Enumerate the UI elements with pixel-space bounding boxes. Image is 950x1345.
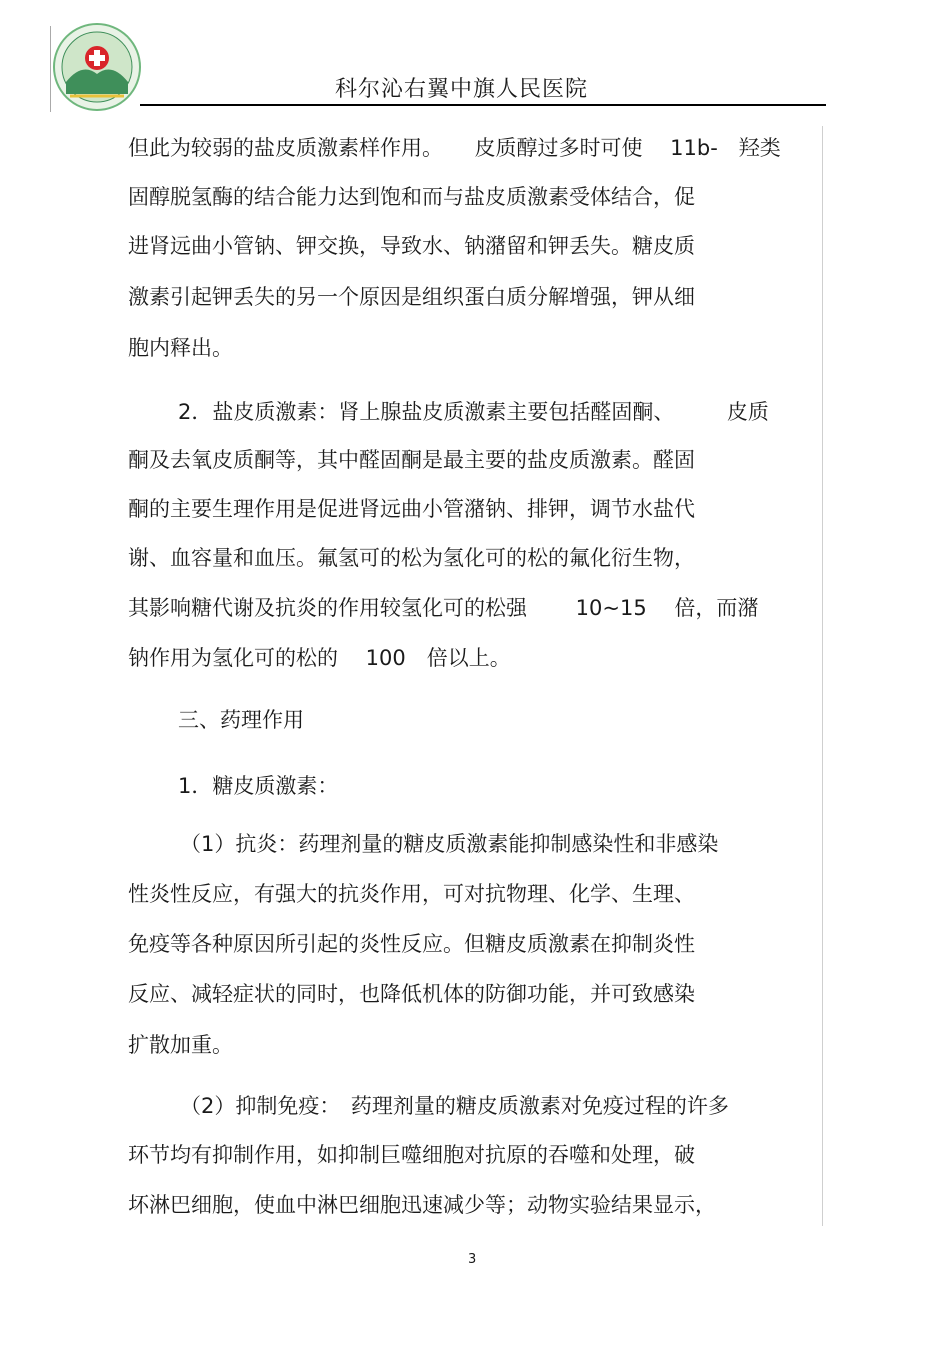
header-rule: [140, 104, 826, 106]
hospital-logo: [52, 22, 142, 112]
text-line: 谢、血容量和血压。氟氢可的松为氢化可的松的氟化衍生物，: [128, 546, 695, 570]
section-heading: 三、药理作用: [178, 708, 304, 732]
text-line: 激素引起钾丢失的另一个原因是组织蛋白质分解增强，钾从细: [128, 285, 695, 309]
text-line: （2）抑制免疫： 药理剂量的糖皮质激素对免疫过程的许多: [180, 1094, 729, 1118]
page-number: 3: [468, 1252, 477, 1267]
text-line: 进肾远曲小管钠、钾交换，导致水、钠潴留和钾丢失。糖皮质: [128, 234, 695, 258]
text-line: 扩散加重。: [128, 1033, 233, 1057]
text-line: 胞内释出。: [128, 336, 233, 360]
text-line: 免疫等各种原因所引起的炎性反应。但糖皮质激素在抑制炎性: [128, 932, 695, 956]
right-margin-rule: [822, 126, 823, 1226]
text-line: 2．盐皮质激素：肾上腺盐皮质激素主要包括醛固酮、 皮质: [178, 400, 769, 424]
text-line: 反应、减轻症状的同时，也降低机体的防御功能，并可致感染: [128, 982, 695, 1006]
subsection-heading: 1．糖皮质激素：: [178, 774, 339, 798]
text-line: 但此为较弱的盐皮质激素样作用。 皮质醇过多时可使 11b- 羟类: [128, 136, 781, 160]
header-logo-divider: [50, 26, 51, 112]
page-header-title: 科尔沁右翼中旗人民医院: [335, 77, 589, 102]
text-line: 酮及去氧皮质酮等，其中醛固酮是最主要的盐皮质激素。醛固: [128, 448, 695, 472]
text-line: 固醇脱氢酶的结合能力达到饱和而与盐皮质激素受体结合，促: [128, 185, 695, 209]
text-line: 钠作用为氢化可的松的 100 倍以上。: [128, 646, 511, 670]
text-line: 酮的主要生理作用是促进肾远曲小管潴钠、排钾，调节水盐代: [128, 497, 695, 521]
text-line: 环节均有抑制作用，如抑制巨噬细胞对抗原的吞噬和处理，破: [128, 1143, 695, 1167]
text-line: 坏淋巴细胞，使血中淋巴细胞迅速减少等；动物实验结果显示，: [128, 1193, 716, 1217]
text-line: （1）抗炎：药理剂量的糖皮质激素能抑制感染性和非感染: [180, 832, 719, 856]
text-line: 其影响糖代谢及抗炎的作用较氢化可的松强 10~15 倍，而潴: [128, 596, 759, 620]
text-line: 性炎性反应，有强大的抗炎作用，可对抗物理、化学、生理、: [128, 882, 695, 906]
